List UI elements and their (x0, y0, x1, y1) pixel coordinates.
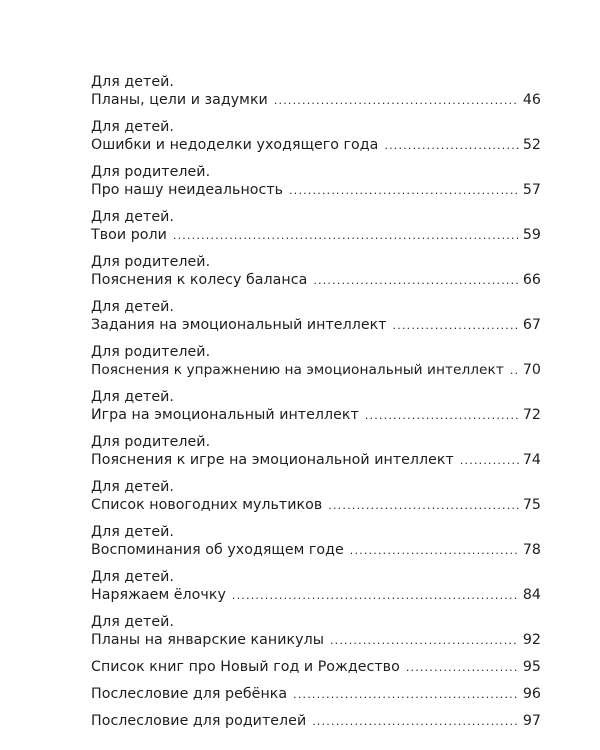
toc-entry (91, 685, 541, 703)
toc-entry-row (91, 712, 541, 730)
toc-entry-row (91, 361, 541, 379)
toc-entry-page: 95 (522, 659, 541, 675)
toc-entry (91, 658, 541, 676)
toc-entry-page: 59 (522, 227, 541, 243)
toc-entry-page: 96 (522, 686, 541, 702)
toc-entry-category: Для родителей. (91, 434, 211, 450)
toc-leader-dots (406, 659, 519, 677)
toc-leader-dots (510, 362, 519, 380)
toc-leader-dots (328, 497, 519, 515)
toc-entry (91, 208, 541, 244)
toc-entry (91, 298, 541, 334)
toc-entry-row (91, 406, 541, 424)
toc-entry-title: Послесловие для ребёнка (91, 686, 288, 702)
toc-leader-dots (365, 407, 519, 425)
toc-entry (91, 343, 541, 379)
toc-leader-dots (460, 452, 519, 470)
toc-entry-category: Для детей. (91, 389, 174, 405)
toc-entry-title: Ошибки и недоделки уходящего года (91, 137, 379, 153)
toc-entry-title: Воспоминания об уходящем годе (91, 542, 344, 558)
toc-entry (91, 118, 541, 154)
toc-entry-row (91, 586, 541, 604)
toc-entry-row (91, 685, 541, 703)
toc-leader-dots (350, 542, 519, 560)
toc-entry (91, 253, 541, 289)
toc-entry-page: 75 (522, 497, 541, 513)
toc-entry (91, 568, 541, 604)
toc-entry-page: 66 (522, 272, 541, 288)
toc-entry-page: 46 (522, 92, 541, 108)
toc-entry-title: Пояснения к колесу баланса (91, 272, 308, 288)
toc-entry (91, 163, 541, 199)
toc-leader-dots (274, 92, 519, 110)
toc-entry-row (91, 451, 541, 469)
table-of-contents (91, 73, 541, 739)
toc-entry-row (91, 541, 541, 559)
toc-entry-page: 84 (522, 587, 541, 603)
toc-entry-title: Твои роли (91, 227, 167, 243)
toc-entry-title: Пояснения к упражнению на эмоциональный интеллект (91, 362, 504, 378)
toc-entry-title: Планы, цели и задумки (91, 92, 268, 108)
toc-entry-row (91, 91, 541, 109)
toc-leader-dots (232, 587, 519, 605)
toc-entry-category: Для родителей. (91, 164, 211, 180)
toc-entry-title: Наряжаем ёлочку (91, 587, 226, 603)
toc-entry (91, 523, 541, 559)
toc-leader-dots (293, 686, 519, 704)
toc-entry-row (91, 496, 541, 514)
toc-entry-title: Послесловие для родителей (91, 713, 307, 729)
toc-entry-page: 97 (522, 713, 541, 729)
toc-entry-row (91, 658, 541, 676)
toc-entry (91, 73, 541, 109)
toc-leader-dots (312, 713, 519, 731)
toc-entry-row (91, 226, 541, 244)
toc-entry-title: Пояснения к игре на эмоциональной интеллект (91, 452, 454, 468)
toc-entry-category: Для детей. (91, 524, 174, 540)
toc-entry-page: 57 (522, 182, 541, 198)
toc-leader-dots (313, 272, 519, 290)
toc-leader-dots (384, 137, 518, 155)
toc-entry-title: Игра на эмоциональный интеллект (91, 407, 359, 423)
toc-leader-dots (289, 182, 519, 200)
toc-leader-dots (393, 317, 519, 335)
toc-entry-category: Для родителей. (91, 344, 211, 360)
toc-entry-page: 78 (522, 542, 541, 558)
toc-leader-dots (173, 227, 519, 245)
toc-entry-category: Для детей. (91, 299, 174, 315)
toc-leader-dots (330, 632, 519, 650)
toc-entry-page: 92 (522, 632, 541, 648)
toc-entry-page: 67 (522, 317, 541, 333)
toc-entry-page: 52 (522, 137, 541, 153)
toc-entry-page: 74 (522, 452, 541, 468)
toc-entry-row (91, 316, 541, 334)
toc-entry-row (91, 271, 541, 289)
toc-entry-category: Для детей. (91, 614, 174, 630)
toc-entry (91, 388, 541, 424)
toc-entry-page: 70 (522, 362, 541, 378)
toc-entry-title: Про нашу неидеальность (91, 182, 284, 198)
toc-entry-title: Задания на эмоциональный интеллект (91, 317, 387, 333)
toc-entry-row (91, 136, 541, 154)
toc-entry-row (91, 631, 541, 649)
toc-entry-title: Список книг про Новый год и Рождество (91, 659, 400, 675)
toc-entry-category: Для детей. (91, 479, 174, 495)
toc-entry-category: Для детей. (91, 209, 174, 225)
toc-entry (91, 433, 541, 469)
toc-entry-title: Список новогодних мультиков (91, 497, 323, 513)
toc-entry-row (91, 181, 541, 199)
toc-entry-category: Для детей. (91, 569, 174, 585)
toc-entry-page: 72 (522, 407, 541, 423)
toc-entry-category: Для родителей. (91, 254, 211, 270)
toc-entry-category: Для детей. (91, 119, 174, 135)
toc-entry-title: Планы на январские каникулы (91, 632, 324, 648)
toc-entry (91, 613, 541, 649)
toc-entry (91, 478, 541, 514)
toc-entry-category: Для детей. (91, 74, 174, 90)
toc-entry (91, 712, 541, 730)
